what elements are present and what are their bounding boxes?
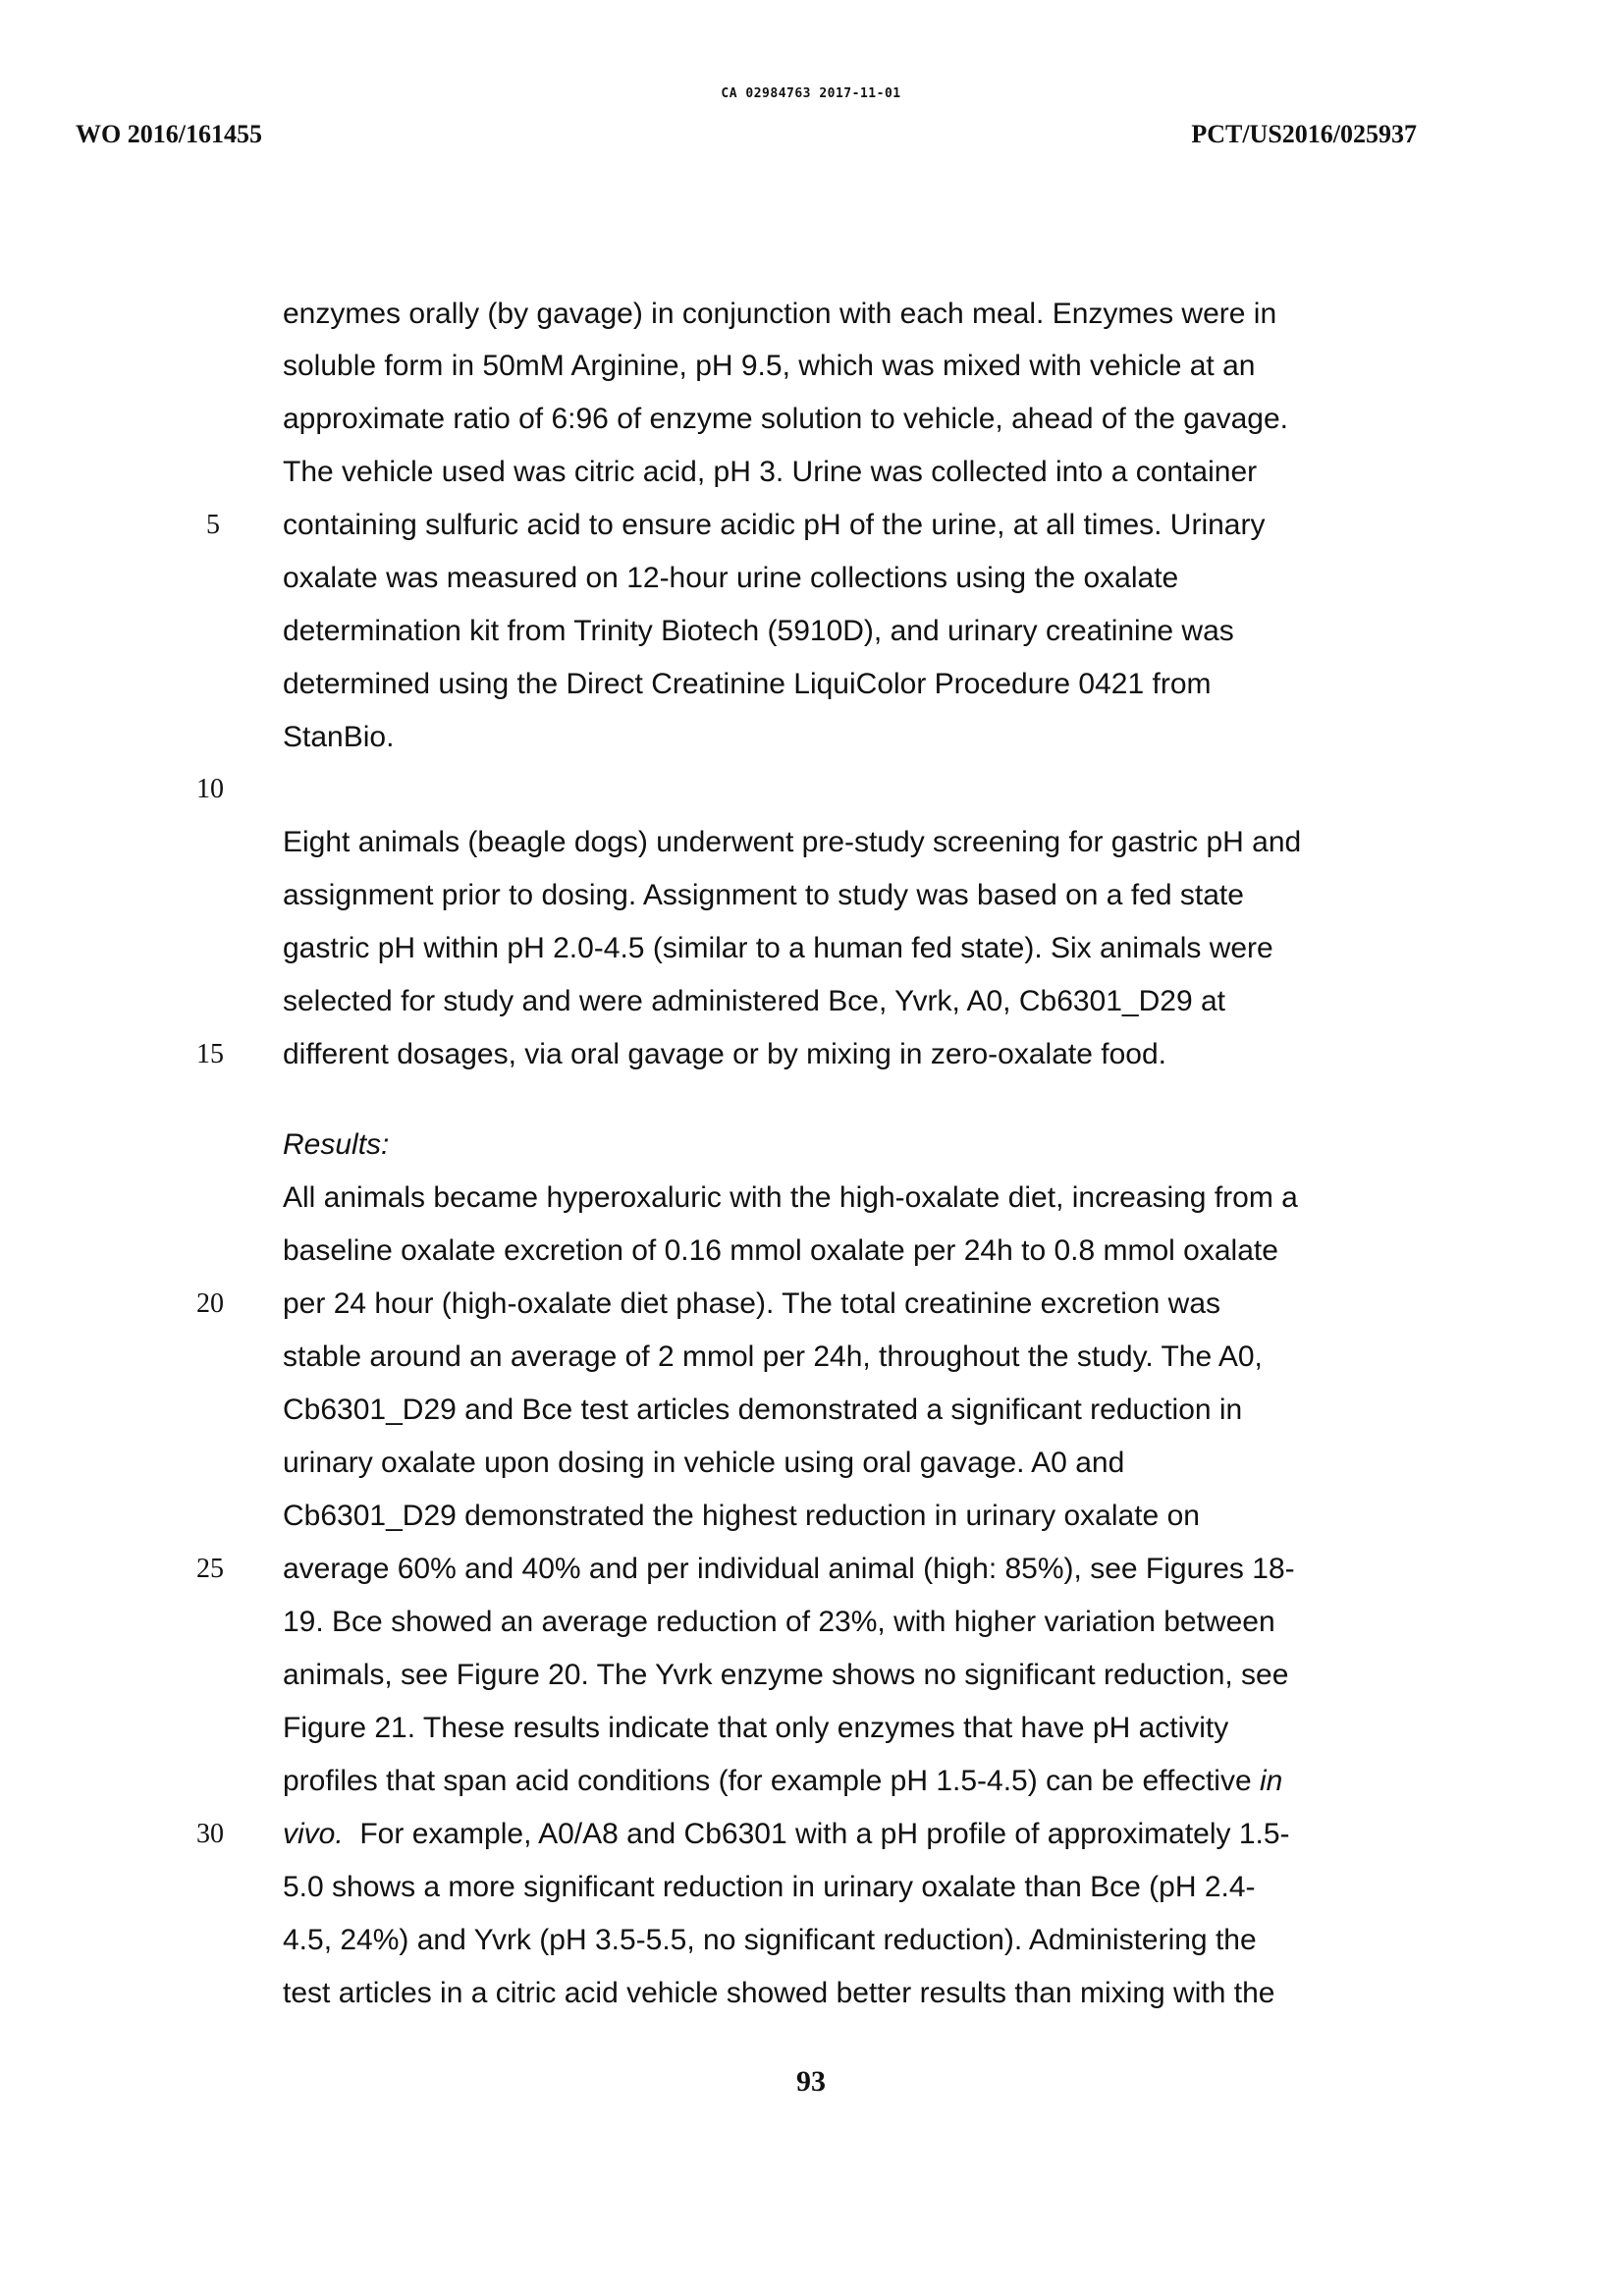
text-line: StanBio. <box>283 721 395 753</box>
text-line: enzymes orally (by gavage) in conjunction with each meal. Enzymes were in <box>283 298 1277 330</box>
line-number: 30 <box>196 1819 224 1849</box>
text-span: For example, A0/A8 and Cb6301 with a pH profile of approximately 1.5- <box>343 1818 1290 1850</box>
application-number: PCT/US2016/025937 <box>1191 120 1417 148</box>
italic-text: in <box>1260 1765 1283 1797</box>
italic-text: vivo. <box>283 1818 344 1850</box>
text-span: profiles that span acid conditions (for example pH 1.5-4.5) can be effective <box>283 1765 1260 1797</box>
text-line: different dosages, via oral gavage or by mixing in zero-oxalate food. <box>283 1038 1166 1070</box>
text-line: assignment prior to dosing. Assignment to study was based on a fed state <box>283 879 1244 911</box>
text-line: 4.5, 24%) and Yvrk (pH 3.5-5.5, no significant reduction). Administering the <box>283 1924 1257 1956</box>
text-line: urinary oxalate upon dosing in vehicle using oral gavage. A0 and <box>283 1447 1125 1479</box>
text-line: stable around an average of 2 mmol per 24h, throughout the study. The A0, <box>283 1340 1263 1373</box>
text-line: Cb6301_D29 demonstrated the highest reduction in urinary oxalate on <box>283 1500 1200 1532</box>
text-line: baseline oxalate excretion of 0.16 mmol oxalate per 24h to 0.8 mmol oxalate <box>283 1234 1278 1267</box>
text-line: Cb6301_D29 and Bce test articles demonstrated a significant reduction in <box>283 1394 1243 1426</box>
text-line <box>283 1764 1282 1799</box>
text-line: Figure 21. These results indicate that only enzymes that have pH activity <box>283 1712 1229 1744</box>
text-line: Eight animals (beagle dogs) underwent pre-study screening for gastric pH and <box>283 826 1302 858</box>
text-line: per 24 hour (high-oxalate diet phase). The total creatinine excretion was <box>283 1287 1221 1320</box>
line-number: 15 <box>196 1039 224 1069</box>
text-line: approximate ratio of 6:96 of enzyme solution to vehicle, ahead of the gavage. <box>283 403 1288 435</box>
results-heading: Results: <box>283 1128 390 1161</box>
text-line: selected for study and were administered Bce, Yvrk, A0, Cb6301_D29 at <box>283 985 1225 1017</box>
line-number: 10 <box>196 774 224 804</box>
text-line: All animals became hyperoxaluric with the high-oxalate diet, increasing from a <box>283 1181 1298 1214</box>
page-number: 93 <box>796 2065 826 2098</box>
text-line: average 60% and 40% and per individual animal (high: 85%), see Figures 18- <box>283 1553 1295 1585</box>
text-line: containing sulfuric acid to ensure acidic pH of the urine, at all times. Urinary <box>283 509 1266 541</box>
text-line: oxalate was measured on 12-hour urine collections using the oxalate <box>283 562 1179 594</box>
line-number: 25 <box>196 1554 224 1584</box>
text-line: The vehicle used was citric acid, pH 3. Urine was collected into a container <box>283 456 1258 488</box>
text-line <box>283 1817 1290 1852</box>
text-line: determined using the Direct Creatinine LiquiColor Procedure 0421 from <box>283 668 1212 700</box>
ca-stamp: CA 02984763 2017-11-01 <box>721 86 901 101</box>
text-line: test articles in a citric acid vehicle showed better results than mixing with the <box>283 1977 1275 2009</box>
text-line: determination kit from Trinity Biotech (5910D), and urinary creatinine was <box>283 615 1234 647</box>
text-line: 19. Bce showed an average reduction of 23%, with higher variation between <box>283 1606 1275 1638</box>
publication-number: WO 2016/161455 <box>76 120 262 148</box>
text-line: animals, see Figure 20. The Yvrk enzyme shows no significant reduction, see <box>283 1659 1289 1691</box>
line-number: 20 <box>196 1288 224 1319</box>
text-line: 5.0 shows a more significant reduction in urinary oxalate than Bce (pH 2.4- <box>283 1871 1256 1903</box>
text-line: gastric pH within pH 2.0-4.5 (similar to a human fed state). Six animals were <box>283 932 1273 964</box>
line-number: 5 <box>206 510 220 540</box>
text-line: soluble form in 50mM Arginine, pH 9.5, which was mixed with vehicle at an <box>283 350 1256 382</box>
